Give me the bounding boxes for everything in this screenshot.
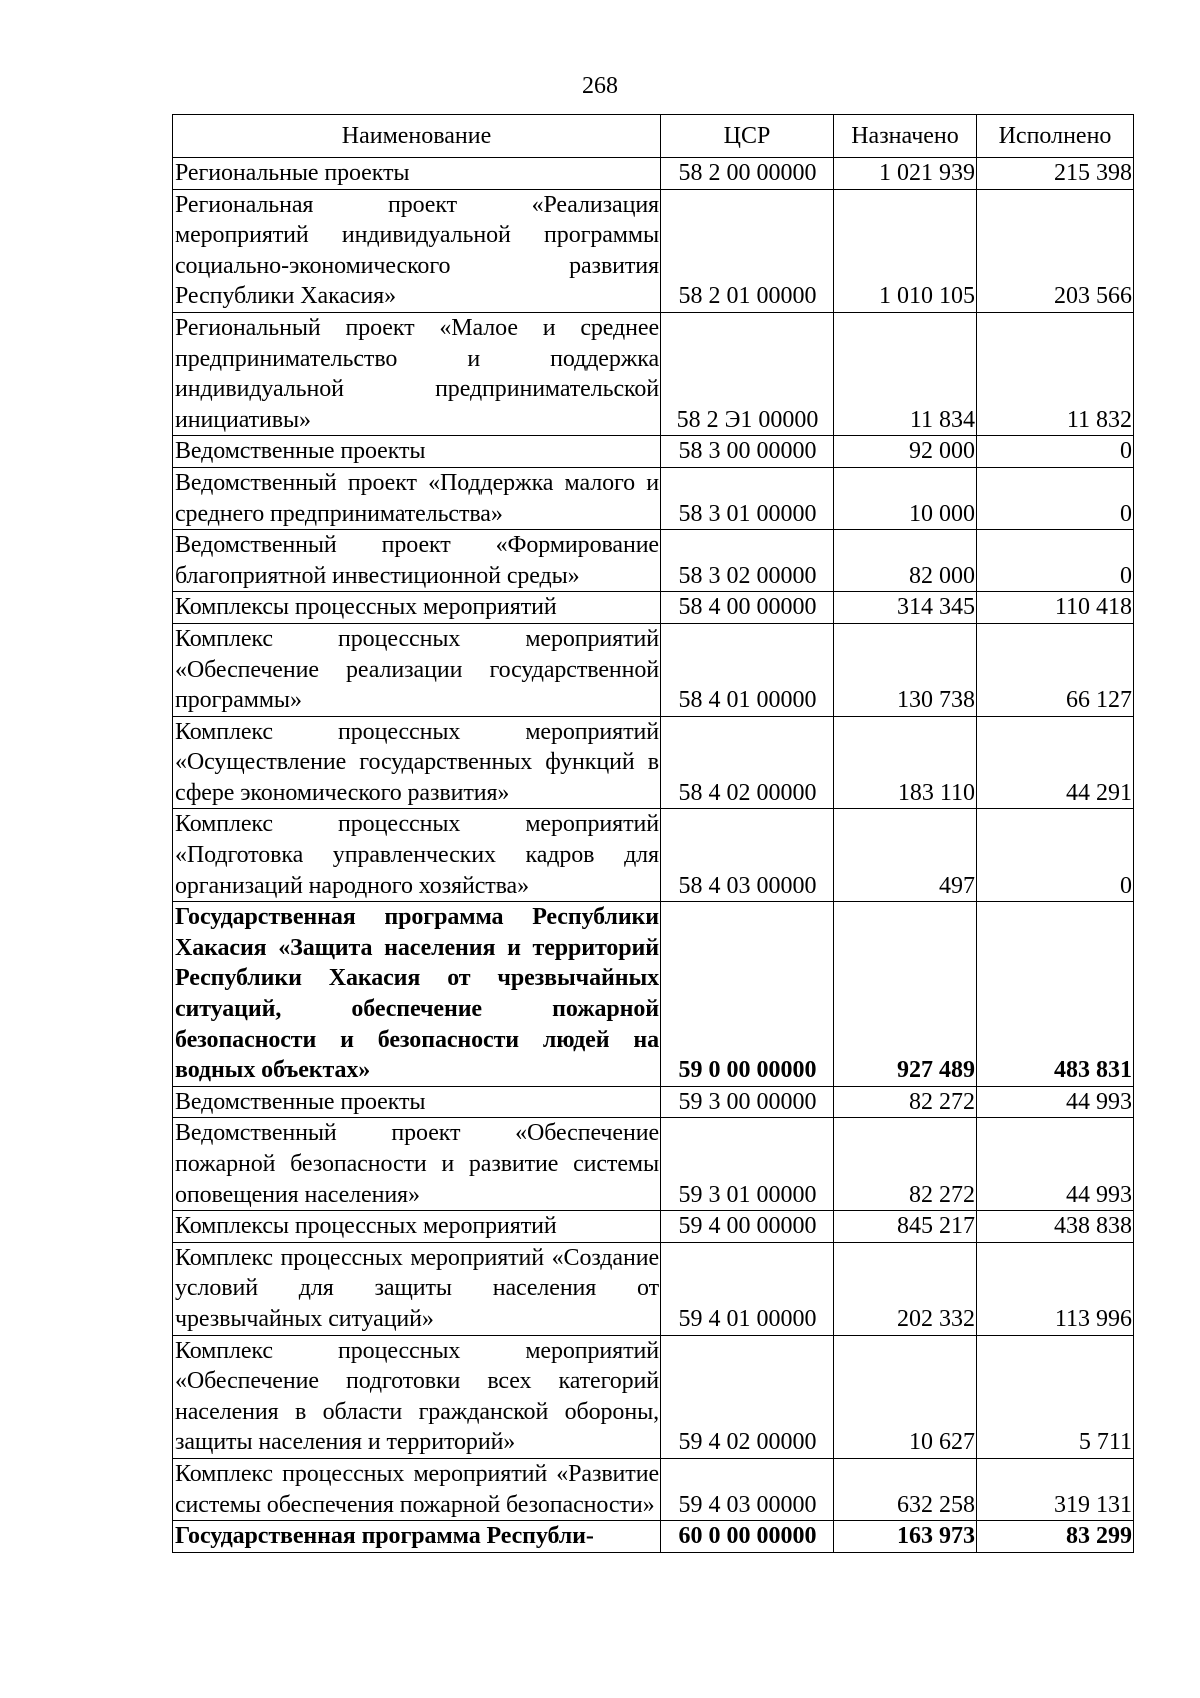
row-name: Ведомственные проекты <box>173 436 661 468</box>
row-executed: 83 299 <box>977 1521 1134 1553</box>
row-assigned: 10 627 <box>834 1335 977 1458</box>
header-assigned: Назначено <box>834 115 977 158</box>
table-row <box>173 716 1134 809</box>
table-row <box>173 436 1134 468</box>
table-row <box>173 530 1134 592</box>
row-executed: 110 418 <box>977 592 1134 624</box>
row-name: Комплексы процессных мероприятий <box>173 1211 661 1243</box>
row-executed: 66 127 <box>977 623 1134 716</box>
page-number: 268 <box>582 73 618 99</box>
row-executed: 5 711 <box>977 1335 1134 1458</box>
row-name: Комплекс процессных мероприятий «Подготовка управленческих кадров для организаций народного хозяйства» <box>173 809 661 902</box>
row-executed: 0 <box>977 467 1134 529</box>
row-executed: 0 <box>977 809 1134 902</box>
row-executed: 11 832 <box>977 312 1134 435</box>
row-assigned: 82 000 <box>834 530 977 592</box>
table-row <box>173 467 1134 529</box>
row-assigned: 11 834 <box>834 312 977 435</box>
row-csr: 59 3 00 00000 <box>661 1086 834 1118</box>
row-csr: 58 2 00 00000 <box>661 158 834 190</box>
row-csr: 58 4 01 00000 <box>661 623 834 716</box>
row-name: Комплекс процессных мероприятий «Развитие системы обеспечения пожарной безопасности» <box>173 1458 661 1520</box>
row-name: Комплексы процессных мероприятий <box>173 592 661 624</box>
row-executed: 0 <box>977 436 1134 468</box>
row-assigned: 10 000 <box>834 467 977 529</box>
row-executed: 319 131 <box>977 1458 1134 1520</box>
row-name: Комплекс процессных мероприятий «Обеспечение реализации государственной программы» <box>173 623 661 716</box>
table-row <box>173 1335 1134 1458</box>
row-name: Региональный проект «Малое и среднее предпринимательство и поддержка индивидуальной предпринимательской инициативы» <box>173 312 661 435</box>
row-name: Комплекс процессных мероприятий «Создание условий для защиты населения от чрезвычайных ситуаций» <box>173 1242 661 1335</box>
row-executed: 113 996 <box>977 1242 1134 1335</box>
row-assigned: 927 489 <box>834 902 977 1087</box>
row-assigned: 314 345 <box>834 592 977 624</box>
table-row <box>173 1086 1134 1118</box>
table-row <box>173 592 1134 624</box>
row-assigned: 497 <box>834 809 977 902</box>
row-assigned: 1 010 105 <box>834 189 977 312</box>
row-csr: 58 4 02 00000 <box>661 716 834 809</box>
row-assigned: 82 272 <box>834 1118 977 1211</box>
row-name: Комплекс процессных мероприятий «Осуществление государственных функций в сфере экономического развития» <box>173 716 661 809</box>
table-row <box>173 312 1134 435</box>
table-row <box>173 623 1134 716</box>
row-csr: 59 4 00 00000 <box>661 1211 834 1243</box>
row-name: Ведомственный проект «Формирование благоприятной инвестиционной среды» <box>173 530 661 592</box>
row-csr: 59 4 02 00000 <box>661 1335 834 1458</box>
row-csr: 58 4 00 00000 <box>661 592 834 624</box>
row-csr: 58 3 01 00000 <box>661 467 834 529</box>
table-row <box>173 1458 1134 1520</box>
row-assigned: 130 738 <box>834 623 977 716</box>
row-csr: 59 4 01 00000 <box>661 1242 834 1335</box>
row-name: Региональные проекты <box>173 158 661 190</box>
row-name: Ведомственные проекты <box>173 1086 661 1118</box>
table-body <box>173 158 1134 1553</box>
row-name: Ведомственный проект «Обеспечение пожарной безопасности и развитие системы оповещения населения» <box>173 1118 661 1211</box>
row-csr: 58 3 00 00000 <box>661 436 834 468</box>
row-executed: 438 838 <box>977 1211 1134 1243</box>
row-assigned: 1 021 939 <box>834 158 977 190</box>
row-name: Ведомственный проект «Поддержка малого и среднего предпринимательства» <box>173 467 661 529</box>
row-name: Государственная программа Республики Хакасия «Защита населения и территорий Республики Хакасия от чрезвычайных ситуаций, обеспечение пожарной безопасности и безопасности людей на водных объектах» <box>173 902 661 1087</box>
row-name: Региональная проект «Реализация мероприятий индивидуальной программы социально-экономического развития Республики Хакасия» <box>173 189 661 312</box>
row-executed: 44 993 <box>977 1118 1134 1211</box>
row-assigned: 183 110 <box>834 716 977 809</box>
header-name: Наименование <box>173 115 661 158</box>
row-name: Комплекс процессных мероприятий «Обеспечение подготовки всех категорий населения в области гражданской обороны, защиты населения и территорий» <box>173 1335 661 1458</box>
row-name: Государственная программа Республи- <box>173 1521 661 1553</box>
row-executed: 203 566 <box>977 189 1134 312</box>
table-row <box>173 1242 1134 1335</box>
table-row-program <box>173 902 1134 1087</box>
row-csr: 59 4 03 00000 <box>661 1458 834 1520</box>
table-row <box>173 1118 1134 1211</box>
row-assigned: 632 258 <box>834 1458 977 1520</box>
row-executed: 44 993 <box>977 1086 1134 1118</box>
row-assigned: 202 332 <box>834 1242 977 1335</box>
row-assigned: 163 973 <box>834 1521 977 1553</box>
budget-table <box>172 114 1134 1553</box>
row-executed: 215 398 <box>977 158 1134 190</box>
row-csr: 60 0 00 00000 <box>661 1521 834 1553</box>
row-executed: 0 <box>977 530 1134 592</box>
row-assigned: 92 000 <box>834 436 977 468</box>
row-assigned: 845 217 <box>834 1211 977 1243</box>
header-csr: ЦСР <box>661 115 834 158</box>
table-row <box>173 189 1134 312</box>
table-row <box>173 1211 1134 1243</box>
table-row <box>173 158 1134 190</box>
row-executed: 483 831 <box>977 902 1134 1087</box>
row-csr: 58 3 02 00000 <box>661 530 834 592</box>
row-csr: 59 3 01 00000 <box>661 1118 834 1211</box>
row-csr: 59 0 00 00000 <box>661 902 834 1087</box>
table-row <box>173 809 1134 902</box>
row-csr: 58 2 Э1 00000 <box>661 312 834 435</box>
row-csr: 58 4 03 00000 <box>661 809 834 902</box>
table-row-program <box>173 1521 1134 1553</box>
row-executed: 44 291 <box>977 716 1134 809</box>
row-csr: 58 2 01 00000 <box>661 189 834 312</box>
row-assigned: 82 272 <box>834 1086 977 1118</box>
header-executed: Исполнено <box>977 115 1134 158</box>
table-header-row <box>173 115 1134 158</box>
